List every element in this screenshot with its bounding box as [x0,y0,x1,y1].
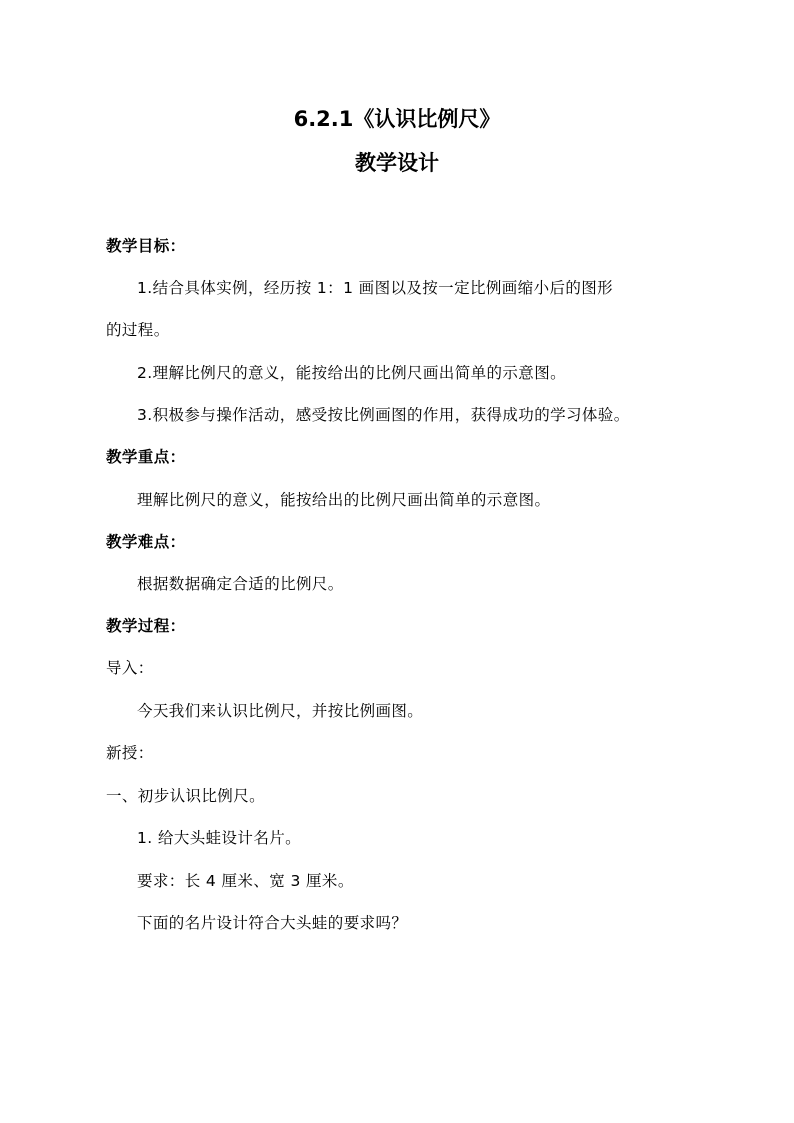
objectives-heading: 教学目标： [106,237,186,255]
intro-text: 今天我们来认识比例尺，并按比例画图。 [137,702,424,720]
objective-3: 3.积极参与操作活动，感受按比例画图的作用，获得成功的学习体验。 [137,406,630,424]
process-heading: 教学过程： [106,617,186,635]
question-text: 下面的名片设计符合大头蛙的要求吗？ [137,914,408,932]
intro-label: 导入： [106,659,154,677]
item-1: 1. 给大头蛙设计名片。 [137,829,302,847]
section-1-heading: 一、初步认识比例尺。 [106,787,266,805]
objective-2: 2.理解比例尺的意义，能按给出的比例尺画出简单的示意图。 [137,364,566,382]
requirement-text: 要求：长 4 厘米、宽 3 厘米。 [137,872,354,890]
document-subtitle: 教学设计 [355,151,439,175]
new-lesson-label: 新授： [106,744,154,762]
key-points-text: 理解比例尺的意义，能按给出的比例尺画出简单的示意图。 [137,491,551,509]
document-title: 6.2.1《认识比例尺》 [293,107,501,131]
key-points-heading: 教学重点： [106,448,186,466]
objective-1-line2: 的过程。 [106,321,170,339]
objective-1-line1: 1.结合具体实例，经历按 1：1 画图以及按一定比例画缩小后的图形 [137,279,614,297]
difficulties-heading: 教学难点： [106,533,186,551]
difficulties-text: 根据数据确定合适的比例尺。 [137,575,344,593]
